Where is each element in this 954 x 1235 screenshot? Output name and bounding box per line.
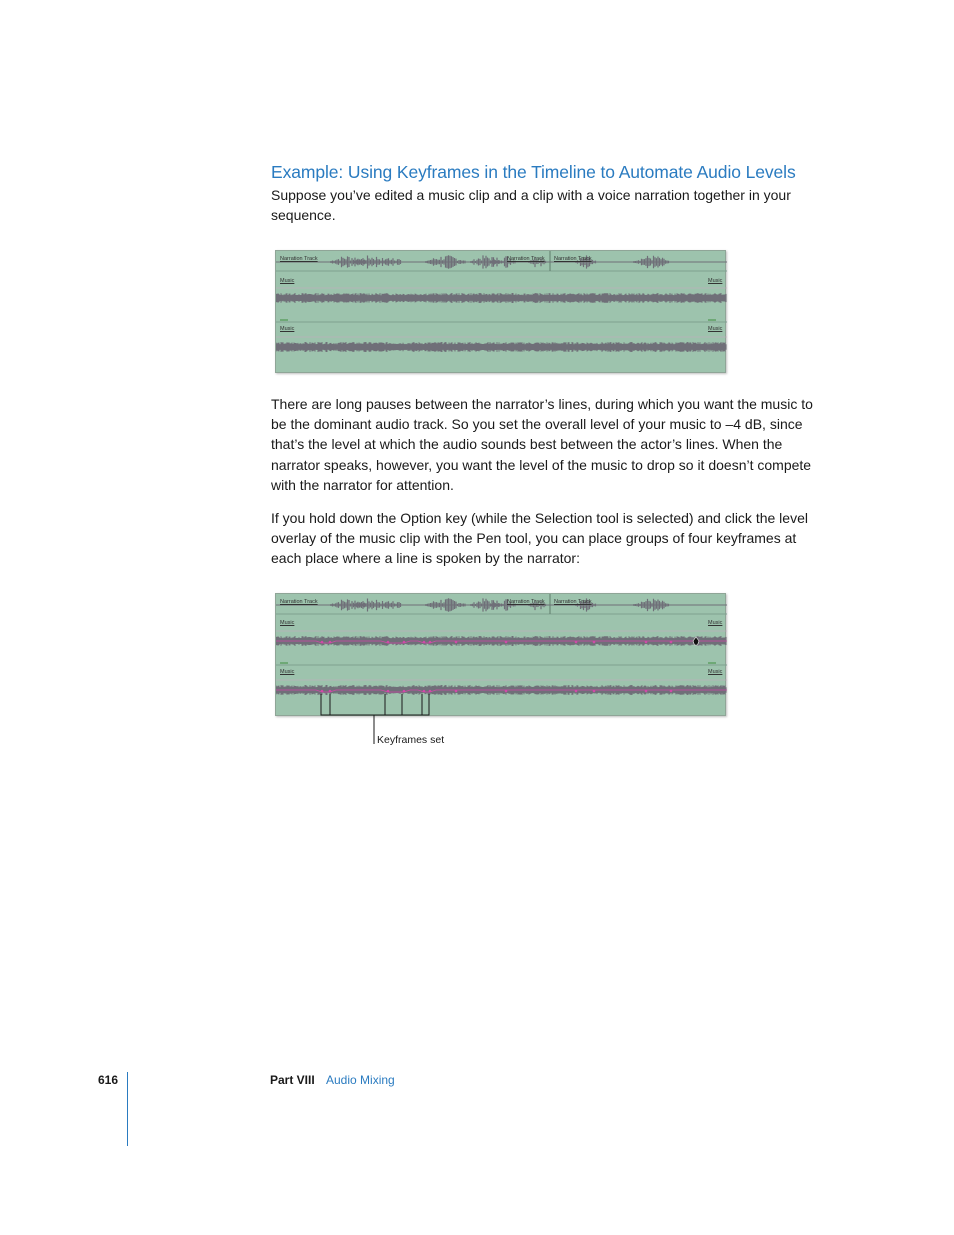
section-title: Example: Using Keyframes in the Timeline to Automate Audio Levels [271,162,796,182]
music-clip-label: Music [280,278,295,284]
footer-rule [127,1072,128,1146]
narration-clip-label: Narration Track [280,599,318,605]
keyframe-bracket [385,694,402,715]
keyframe-bracket [321,694,330,715]
narration-clip-label: Narration Track [554,256,592,262]
music-clip-label: Music [708,669,723,675]
narration-clip-label: Narration Track [554,599,592,605]
narration-clip-label: Narration Track [507,599,545,605]
body-paragraph: If you hold down the Option key (while the Selection tool is selected) and click the level overlay of the music clip with the Pen tool, you can place groups of four keyframes at each place where a line is spoken by the narrator: [271,510,808,567]
narration-clip-label: Narration Track [507,256,545,262]
body-paragraph: There are long pauses between the narrator’s lines, during which you want the music to be the dominant audio track. So you set the overall level of your music to –4 dB, since that’s the level at which the audio sounds best between the actor’s lines. When the narrator speaks, however, you want the level of the music to drop so it doesn’t compete with the narrator for attention. [271,396,813,493]
intro-paragraph: Suppose you’ve edited a music clip and a clip with a voice narration together in your sequence. [271,187,791,224]
narration-clip-label: Narration Track [280,256,318,262]
music-clip-label: Music [280,620,295,626]
keyframe-bracket [422,694,429,715]
footer-section-link[interactable]: Audio Mixing [326,1073,395,1087]
page-number: 616 [98,1073,119,1087]
footer-part: Part VIII [270,1073,315,1087]
music-clip-label: Music [708,278,723,284]
music-clip-label: Music [280,669,295,675]
music-clip-label: Music [708,326,723,332]
music-clip-label: Music [280,326,295,332]
callout-label: Keyframes set [377,734,445,746]
music-clip-label: Music [708,620,723,626]
